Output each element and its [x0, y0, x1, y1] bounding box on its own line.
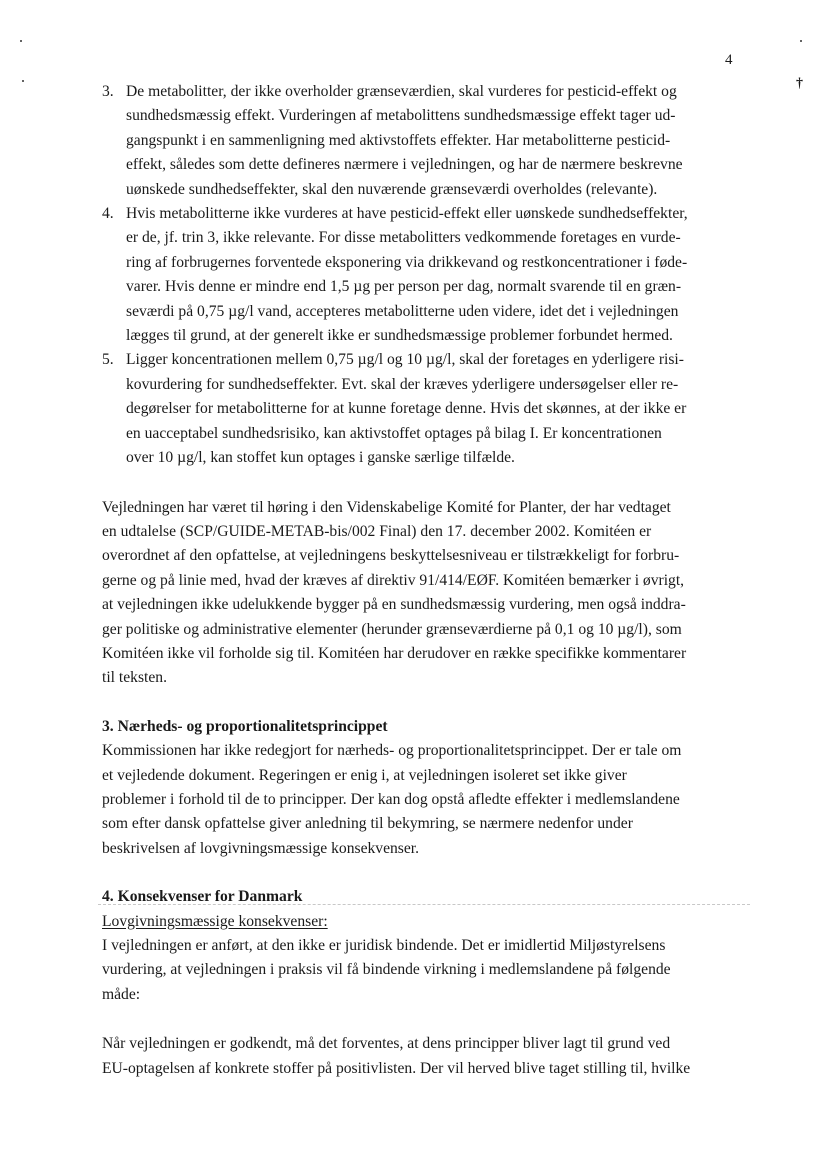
scan-speck: [800, 40, 802, 42]
text-line: varer. Hvis denne er mindre end 1,5 µg per person per dag, normalt svarende til en græn-: [126, 278, 682, 296]
text-line: en uacceptabel sundhedsrisiko, kan aktivstoffet optages på bilag I. Er koncentrationen: [126, 424, 662, 442]
list-number: 5.: [102, 351, 114, 369]
dashed-rule: [98, 904, 750, 905]
text-line: ger politiske og administrative elementer (herunder grænseværdierne på 0,1 og 10 µg/l), som: [102, 620, 682, 638]
text-line: Ligger koncentrationen mellem 0,75 µg/l og 10 µg/l, skal der foretages en yderligere risi-: [126, 351, 684, 369]
text-line: gangspunkt i en sammenligning med aktivstoffets effekter. Har metabolitterne pesticid-: [126, 131, 671, 149]
text-line: EU-optagelsen af konkrete stoffer på positivlisten. Der vil herved blive taget stilling til, hvilke: [102, 1059, 691, 1077]
text-line: I vejledningen er anført, at den ikke er juridisk bindende. Det er imidlertid Miljøstyrelsens: [102, 937, 666, 954]
section-heading: 4. Konsekvenser for Danmark: [102, 888, 303, 906]
text-line: vurdering, at vejledningen i praksis vil få bindende virkning i medlemslandene på følgende: [102, 961, 671, 979]
text-line: kovurdering for sundhedseffekter. Evt. skal der kræves yderligere undersøgelser eller re-: [126, 375, 679, 393]
text-line: gerne og på linie med, hvad der kræves af direktiv 91/414/EØF. Komitéen bemærker i øvrigt,: [102, 571, 685, 589]
text-line: sundhedsmæssig effekt. Vurderingen af metabolittens sundhedsmæssige effekt tager ud-: [126, 107, 676, 125]
list-item-3: [102, 80, 742, 202]
margin-mark: †: [796, 76, 803, 91]
list-item-4: [102, 202, 742, 348]
text-line: måde:: [102, 985, 141, 1003]
text-line: lægges til grund, at der generelt ikke er sundhedsmæssige problemer forbundet hermed.: [126, 327, 673, 345]
page-number: 4: [725, 52, 733, 68]
document-body: [102, 80, 742, 1081]
text-line: over 10 µg/l, kan stoffet kun optages i ganske særlige tilfælde.: [126, 449, 515, 467]
text-line: Komitéen ikke vil forholde sig til. Komitéen har derudover en række specifikke kommentarer: [102, 644, 687, 662]
text-line: effekt, således som dette defineres nærmere i vejledningen, og har de nærmere beskrevne: [126, 156, 683, 174]
text-line: Kommissionen har ikke redegjort for nærheds- og proportionalitetsprincippet. Der er tale om: [102, 742, 682, 760]
text-line: et vejledende dokument. Regeringen er enig i, at vejledningen isoleret set ikke giver: [102, 766, 627, 784]
numbered-list: [102, 80, 742, 471]
subheading: Lovgivningsmæssige konsekvenser:: [102, 912, 328, 930]
text-line: som efter dansk opfattelse giver anledning til bekymring, se nærmere nedenfor under: [102, 815, 633, 833]
text-line: uønskede sundhedseffekter, skal den nuværende grænseværdi overholdes (relevante).: [126, 180, 658, 198]
list-number: 3.: [102, 83, 114, 100]
list-number: 4.: [102, 205, 114, 223]
text-line: er de, jf. trin 3, ikke relevante. For disse metabolitters vedkommende foretages en vurde-: [126, 229, 681, 247]
text-line: seværdi på 0,75 µg/l vand, accepteres metabolitterne uden videre, idet det i vejledningen: [126, 302, 679, 320]
text-line: overordnet af den opfattelse, at vejledningens beskyttelsesniveau er tilstrækkeligt for forbru-: [102, 547, 680, 565]
text-line: Når vejledningen er godkendt, må det forventes, at dens principper bliver lagt til grund ved: [102, 1035, 671, 1053]
text-line: beskrivelsen af lovgivningsmæssige konsekvenser.: [102, 839, 420, 857]
text-line: De metabolitter, der ikke overholder grænseværdien, skal vurderes for pesticid-effekt og: [126, 83, 677, 100]
section-4: [102, 885, 742, 1081]
scan-speck: [20, 40, 22, 42]
text-line: problemer i forhold til de to principper. Der kan dog opstå afledte effekter i medlemslandene: [102, 790, 680, 808]
text-line: en udtalelse (SCP/GUIDE-METAB-bis/002 Final) den 17. december 2002. Komitéen er: [102, 522, 652, 540]
section-heading: 3. Nærheds- og proportionalitetsprincippet: [102, 717, 388, 735]
paragraph: [102, 1032, 742, 1081]
list-item-5: [102, 348, 742, 470]
text-line: at vejledningen ikke udelukkende bygger på en sundhedsmæssig vurdering, men også inddra-: [102, 596, 686, 614]
text-line: Vejledningen har været til høring i den Videnskabelige Komité for Planter, der har vedtaget: [102, 498, 671, 516]
text-line: til teksten.: [102, 669, 167, 687]
text-line: ring af forbrugernes forventede eksponering via drikkevand og restkoncentrationer i føde-: [126, 253, 688, 271]
text-line: Hvis metabolitterne ikke vurderes at have pesticid-effekt eller uønskede sundhedseffekter,: [126, 205, 688, 223]
section-3: [102, 715, 742, 861]
committee-paragraph: [102, 496, 742, 691]
scan-speck: [22, 80, 24, 82]
text-line: degørelser for metabolitterne for at kunne foretage denne. Hvis det skønnes, at der ikke er: [126, 400, 687, 418]
